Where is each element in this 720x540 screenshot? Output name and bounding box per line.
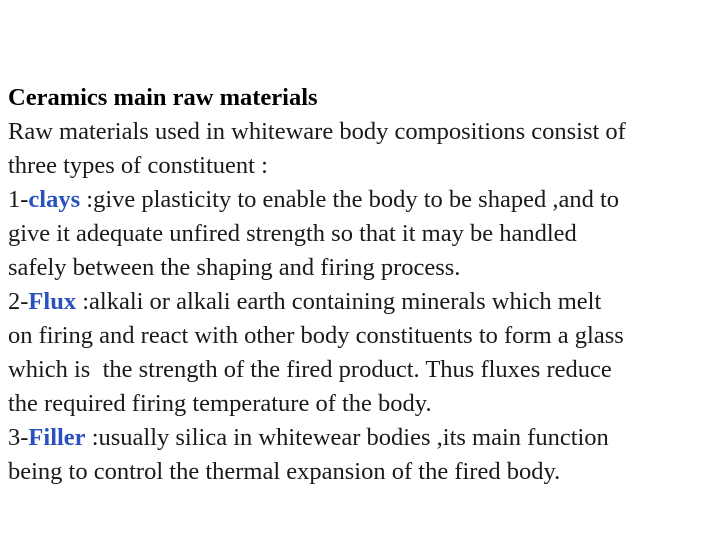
- item-text: :give plasticity to enable the body to be shaped ,and to: [80, 186, 620, 213]
- item-filler-first-line: [8, 421, 718, 455]
- item-flux-line: the required firing temperature of the body.: [8, 390, 432, 417]
- item-clays-first-line: [8, 183, 718, 217]
- term-filler: Filler: [28, 424, 86, 451]
- item-clays-line: give it adequate unfired strength so that it may be handled: [8, 220, 577, 247]
- term-flux: Flux: [28, 288, 77, 315]
- item-flux-line: on firing and react with other body constituents to form a glass: [8, 322, 624, 349]
- item-flux-first-line: [8, 285, 718, 319]
- text-block: [8, 81, 718, 489]
- page-title: Ceramics main raw materials: [8, 84, 318, 111]
- item-text: :usually silica in whitewear bodies ,its main function: [85, 424, 609, 451]
- term-clays: clays: [28, 186, 81, 213]
- item-prefix: 2-: [8, 288, 29, 315]
- intro-line: three types of constituent :: [8, 152, 268, 179]
- item-filler-line: being to control the thermal expansion of the fired body.: [8, 458, 561, 485]
- item-text: :alkali or alkali earth containing minerals which melt: [76, 288, 602, 315]
- item-flux-line: which is the strength of the fired product. Thus fluxes reduce: [8, 356, 612, 383]
- intro-line: Raw materials used in whiteware body compositions consist of: [8, 118, 626, 145]
- item-prefix: 1-: [8, 186, 29, 213]
- item-prefix: 3-: [8, 424, 29, 451]
- item-clays-line: safely between the shaping and firing process.: [8, 254, 461, 281]
